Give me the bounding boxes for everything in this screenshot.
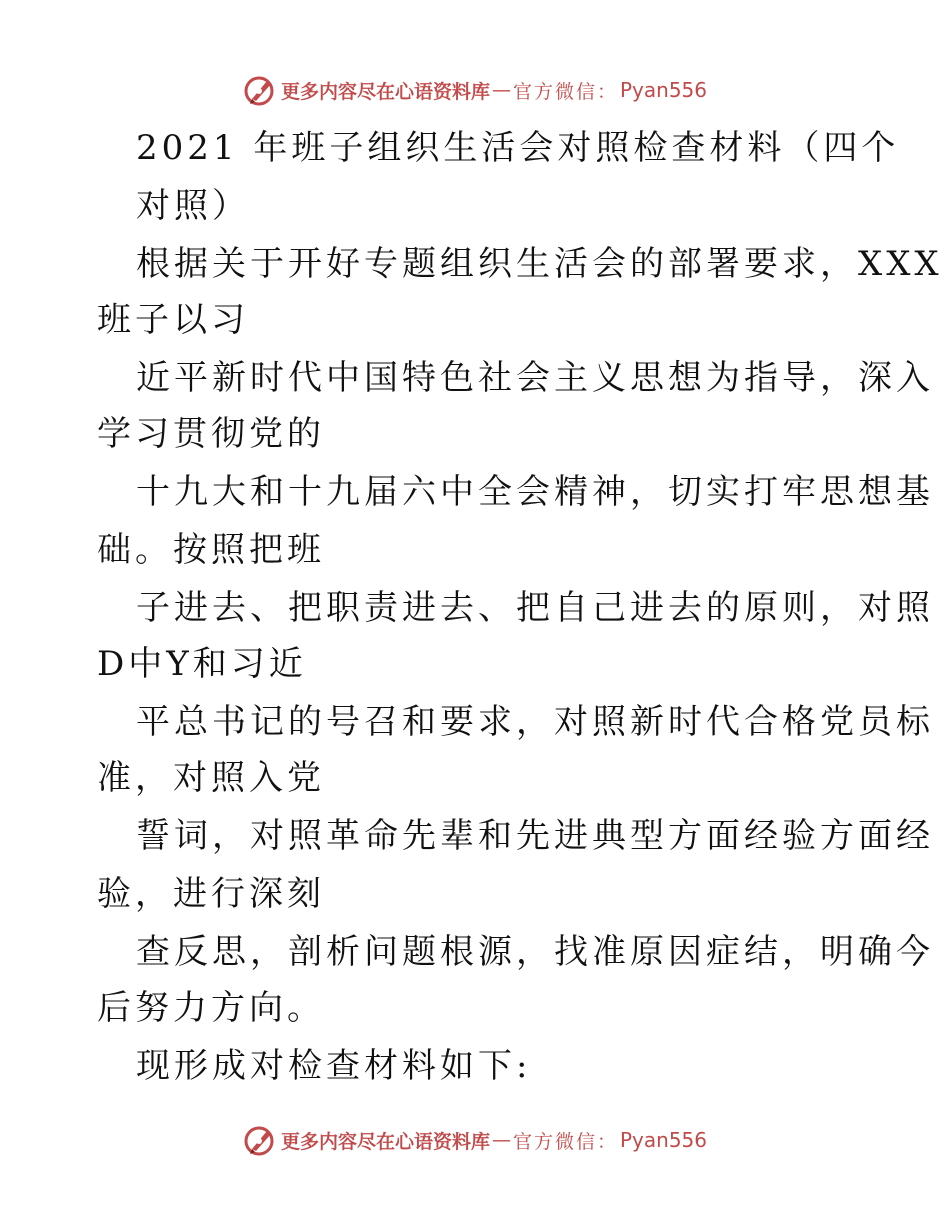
footer-banner — [0, 1120, 950, 1160]
paragraph-line: 根据关于开好专题组织生活会的部署要求，XXX — [136, 244, 943, 284]
paragraph-line: 查反思，剖析问题根源，找准原因症结，明确今 — [136, 932, 934, 972]
paragraph-line: 近平新时代中国特色社会主义思想为指导，深入 — [136, 358, 934, 398]
paragraph-line: 验，进行深刻 — [97, 874, 325, 914]
pen-logo-icon — [243, 1123, 277, 1157]
paragraph-line: 班子以习 — [97, 300, 249, 340]
pen-logo-icon — [243, 73, 277, 107]
paragraph-line: D中Y和习近 — [97, 644, 307, 684]
paragraph-line: 学习贯彻党的 — [97, 414, 325, 454]
paragraph-line: 十九大和十九届六中全会精神，切实打牢思想基 — [136, 472, 934, 512]
wechat-id: Pyan556 — [620, 78, 708, 102]
separator-dash: — — [491, 1129, 511, 1151]
wechat-id: Pyan556 — [620, 1128, 708, 1152]
paragraph-line: 现形成对检查材料如下: — [136, 1046, 532, 1086]
site-name: 更多内容尽在心语资料库 — [280, 80, 490, 103]
wechat-label: 官方微信： — [512, 80, 618, 103]
wechat-label: 官方微信： — [512, 1130, 618, 1153]
header-banner — [0, 70, 950, 110]
doc-title-line-1: 2021 年班子组织生活会对照检查材料（四个 — [136, 128, 900, 168]
paragraph-line: 子进去、把职责进去、把自己进去的原则，对照 — [136, 588, 934, 628]
doc-title-line-2: 对照） — [136, 186, 250, 226]
paragraph-line: 础。按照把班 — [97, 530, 325, 570]
paragraph-line: 后努力方向。 — [97, 988, 325, 1028]
site-name: 更多内容尽在心语资料库 — [280, 1130, 490, 1153]
paragraph-line: 平总书记的号召和要求，对照新时代合格党员标 — [136, 702, 934, 742]
separator-dash: — — [491, 79, 511, 101]
paragraph-line: 准，对照入党 — [97, 758, 325, 798]
paragraph-line: 誓词，对照革命先辈和先进典型方面经验方面经 — [136, 816, 934, 856]
